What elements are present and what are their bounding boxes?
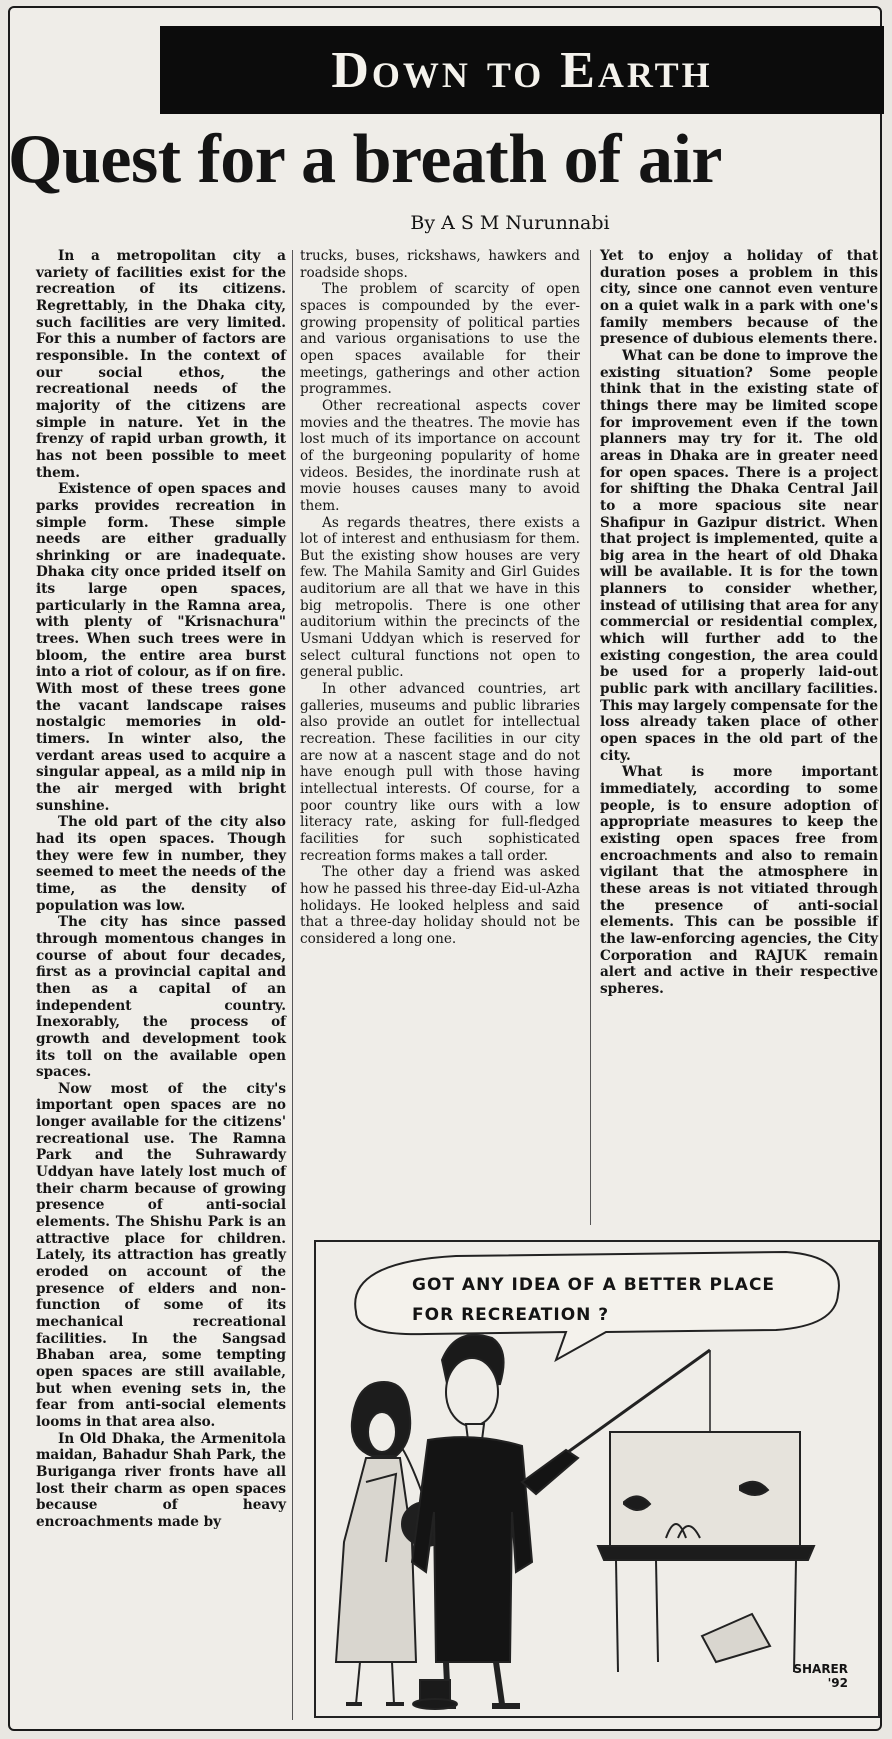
signature-name: SHARER	[793, 1662, 848, 1676]
fish-tank	[598, 1432, 814, 1672]
column-banner: Down to Earth	[160, 26, 884, 114]
paragraph: Yet to enjoy a holiday of that duration poses a problem in this city, since one cannot even venture on a quiet walk in a park with one's family members because of the presence of dubious elements there.	[600, 248, 878, 348]
paragraph: What is more important immediately, according to some people, is to ensure adoption of appropriate measures to keep the existing open spaces free from encroachments and also to remain vigilant that the atmosphere in these areas is not vitiated through the presence of anti-social elements. This can be possible if the law-enforcing agencies, the City Corporation and RAJUK remain alert and active in their respective spheres.	[600, 764, 878, 997]
paragraph: As regards theatres, there exists a lot of interest and enthusiasm for them. But the existing show houses are very few. The Mahila Samity and Girl Guides auditorium are all that we have in this big metropolis. There is one other auditorium within the precincts of the Usmani Uddyan which is reserved for select cultural functions not open to general public.	[300, 514, 580, 681]
article-column-3	[600, 248, 878, 1230]
cartoonist-signature	[793, 1662, 848, 1690]
headline: Quest for a breath of air	[8, 121, 722, 198]
paragraph: In other advanced countries, art galleries, museums and public libraries also provide an outlet for intellectual recreation. These facilities in our city are now at a nascent stage and do not have enough pull with those having intellectual interests. Of course, for a poor country like ours with a low literacy rate, asking for full-fledged facilities for such sophisticated recreation forms makes a tall order.	[300, 681, 580, 864]
cartoon-caption: GOT ANY IDEA OF A BETTER PLACE FOR RECREATION ?	[412, 1275, 776, 1325]
article-column-2	[300, 248, 580, 1230]
paragraph: In Old Dhaka, the Armenitola maidan, Bahadur Shah Park, the Buriganga river fronts have all lost their charm as open spaces because of heavy encroachments made by	[36, 1430, 286, 1530]
paragraph: The other day a friend was asked how he passed his three-day Eid-ul-Azha holidays. He looked helpless and said that a three-day holiday should not be considered a long one.	[300, 864, 580, 947]
paragraph: In a metropolitan city a variety of facilities exist for the recreation of its citizens. Regrettably, in the Dhaka city, such facilities are very limited. For this a number of factors are responsible. In the context of our social ethos, the recreational needs of the majority of the citizens are simple in nature. Yet in the frenzy of rapid urban growth, it has not been possible to meet them.	[36, 248, 286, 481]
column-rule	[292, 250, 293, 1720]
paragraph: Existence of open spaces and parks provides recreation in simple form. These simple needs are either gradually shrinking or are inadequate. Dhaka city once prided itself on its large open spaces, particularly in the Ramna area, with plenty of "Krisnachura" trees. When such trees were in bloom, the entire area burst into a riot of colour, as if on fire. With most of these trees gone the vacant landscape raises nostalgic memories in old-timers. In winter also, the verdant areas used to acquire a singular appeal, as a mild nip in the air merged with bright sunshine.	[36, 481, 286, 814]
top-hat	[413, 1680, 457, 1709]
paragraph: trucks, buses, rickshaws, hawkers and roadside shops.	[300, 248, 580, 281]
paragraph: Now most of the city's important open spaces are no longer available for the citizens' recreational use. The Ramna Park and the Suhrawardy Uddyan have lately lost much of their charm because of growing presence of anti-social elements. The Shishu Park is an attractive place for children. Lately, its attraction has greatly eroded on account of the presence of elders and non-function of some of its mechanical recreational facilities. In the Sangsad Bhaban area, some tempting open spaces are still available, but when evening sets in, the fear from anti-social elements looms in that area also.	[36, 1080, 286, 1430]
paragraph: Other recreational aspects cover movies and the theatres. The movie has lost much of its importance on account of the burgeoning popularity of home videos. Besides, the inordinate rush at movie houses causes many to avoid them.	[300, 397, 580, 514]
woman-figure	[336, 1382, 416, 1704]
editorial-cartoon	[314, 1240, 880, 1718]
paragraph: What can be done to improve the existing situation? Some people think that in the existing state of things there may be limited scope for improvement even if the town planners may try for it. The old areas in Dhaka are in greater need for open spaces. There is a project for shifting the Dhaka Central Jail to a more spacious site near Shafipur in Gazipur district. When that project is implemented, quite a big area in the heart of old Dhaka will be available. It is for the town planners to consider whether, instead of utilising that area for any commercial or residential complex, which will further add to the existing congestion, the area could be used for a properly laid-out public park with ancillary facilities. This may largely compensate for the loss already taken place of other open spaces in the old part of the city.	[600, 347, 878, 764]
article-column-1	[36, 248, 286, 1726]
paragraph: The city has since passed through momentous changes in course of about four decades, first as a provincial capital and then as a capital of an independent country. Inexorably, the process of growth and development took its toll on the available open spaces.	[36, 914, 286, 1081]
signature-year: '92	[827, 1676, 848, 1690]
byline: By A S M Nurunnabi	[410, 212, 610, 234]
paragraph: The old part of the city also had its open spaces. Though they were few in number, they seemed to meet the needs of the time, as the density of population was low.	[36, 814, 286, 914]
paragraph: The problem of scarcity of open spaces is compounded by the ever-growing propensity of political parties and various organisations to use the open spaces available for their meetings, gatherings and other action programmes.	[300, 281, 580, 398]
column-rule	[590, 250, 591, 1225]
